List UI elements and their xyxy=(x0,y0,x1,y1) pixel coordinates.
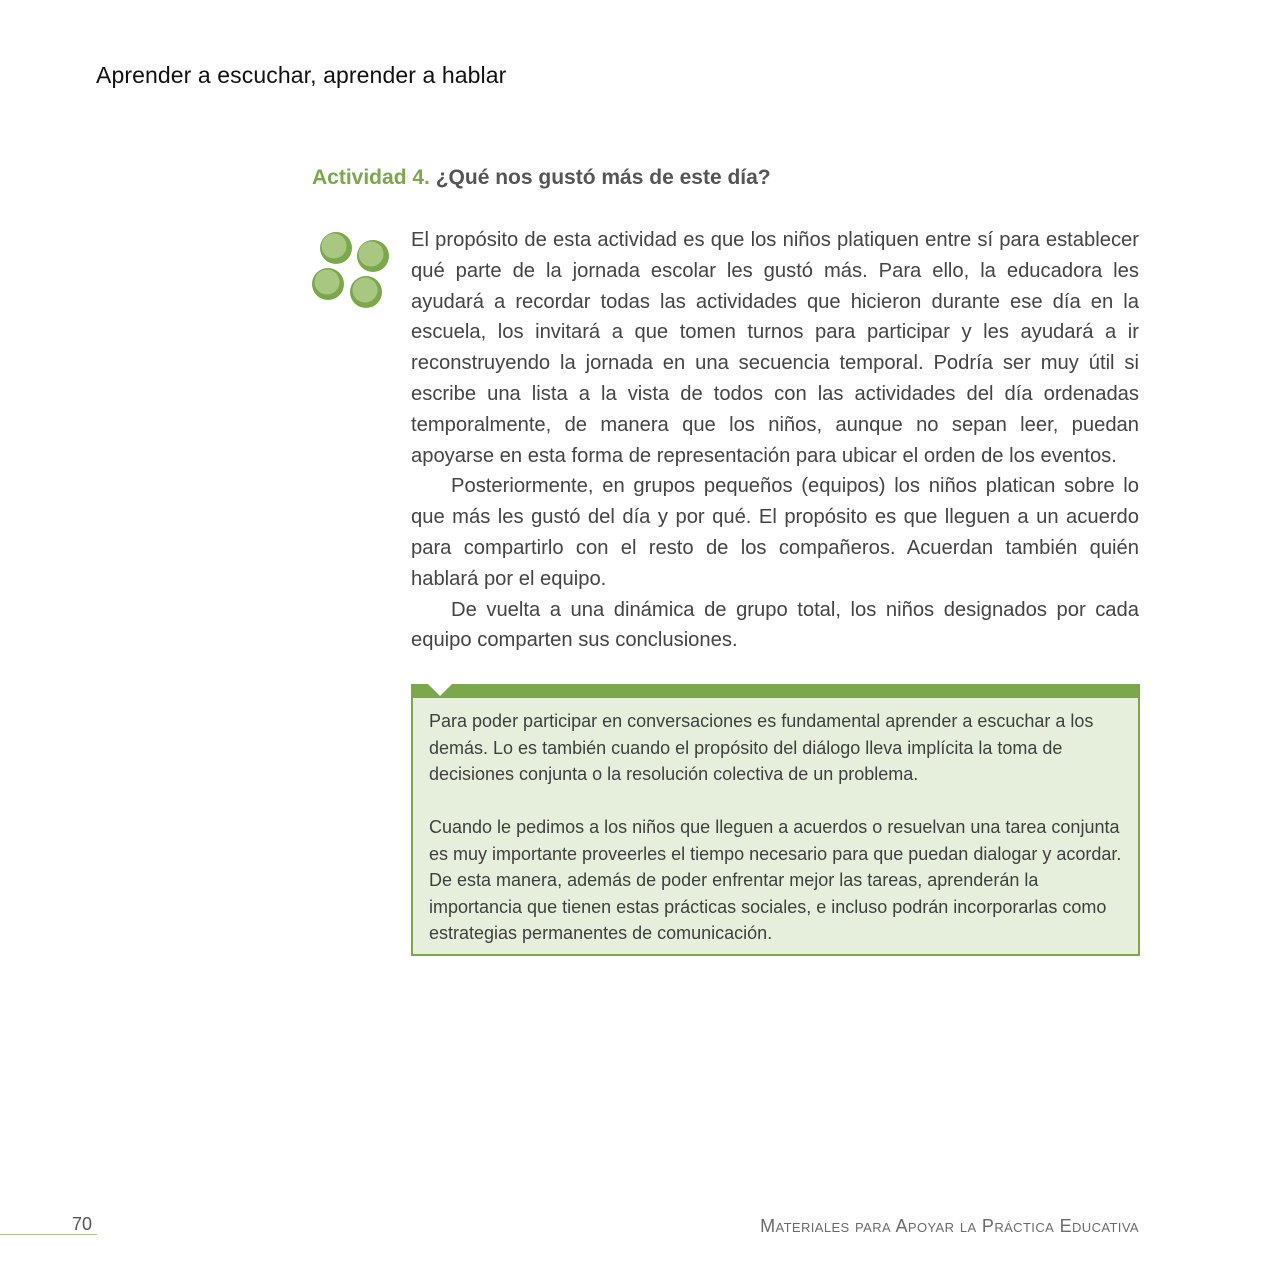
activity-label: Actividad 4. xyxy=(312,166,430,189)
activity-body xyxy=(411,225,1139,656)
note-paragraph-1: Para poder participar en conversaciones es fundamental aprender a escuchar a los demás. Lo es también cuando el propósito del diálogo lleva implícita la toma de decisiones conjunta o la resolución colectiva de un problema. xyxy=(429,711,1094,784)
activity-paragraph-3: De vuelta a una dinámica de grupo total, los niños designados por cada equipo comparten sus conclusiones. xyxy=(411,598,1139,652)
footer-series-title: Materiales para Apoyar la Práctica Educativa xyxy=(760,1216,1139,1236)
activity-paragraph-2: Posteriormente, en grupos pequeños (equipos) los niños platican sobre lo que más les gustó del día y por qué. El propósito es que lleguen a un acuerdo para compartirlo con el resto de los compañeros. Acuerdan también quién hablará por el equipo. xyxy=(411,475,1139,590)
page-number: 70 xyxy=(72,1214,93,1234)
note-box-notch xyxy=(428,684,452,696)
activity-title: ¿Qué nos gustó más de este día? xyxy=(435,166,771,189)
four-circles-icon xyxy=(306,226,402,316)
activity-heading xyxy=(312,166,771,190)
activity-paragraph-1: El propósito de esta actividad es que los niños platiquen entre sí para establecer qué parte de la jornada escolar les gustó más. Para ello, la educadora les ayudará a recordar todas las actividades que hicieron durante ese día en la escuela, los invitará a que tomen turnos para participar y les ayudará a ir reconstruyendo la jornada en una secuencia temporal. Podría ser muy útil si escribe una lista a la vista de todos con las actividades del día ordenadas temporalmente, de manera que los niños, aunque no sepan leer, puedan apoyarse en esta forma de representación para ubicar el orden de los eventos. xyxy=(411,229,1139,467)
running-title: Aprender a escuchar, aprender a hablar xyxy=(96,62,507,88)
note-text xyxy=(429,708,1125,947)
note-paragraph-2: Cuando le pedimos a los niños que lleguen a acuerdos o resuelvan una tarea conjunta es muy importante proveerles el tiempo necesario para que puedan dialogar y acordar. De esta manera, además de poder enfrentar mejor las tareas, aprenderán la importancia que tienen estas prácticas sociales, e incluso podrán incorporarlas como estrategias permanentes de comunicación. xyxy=(429,817,1122,943)
